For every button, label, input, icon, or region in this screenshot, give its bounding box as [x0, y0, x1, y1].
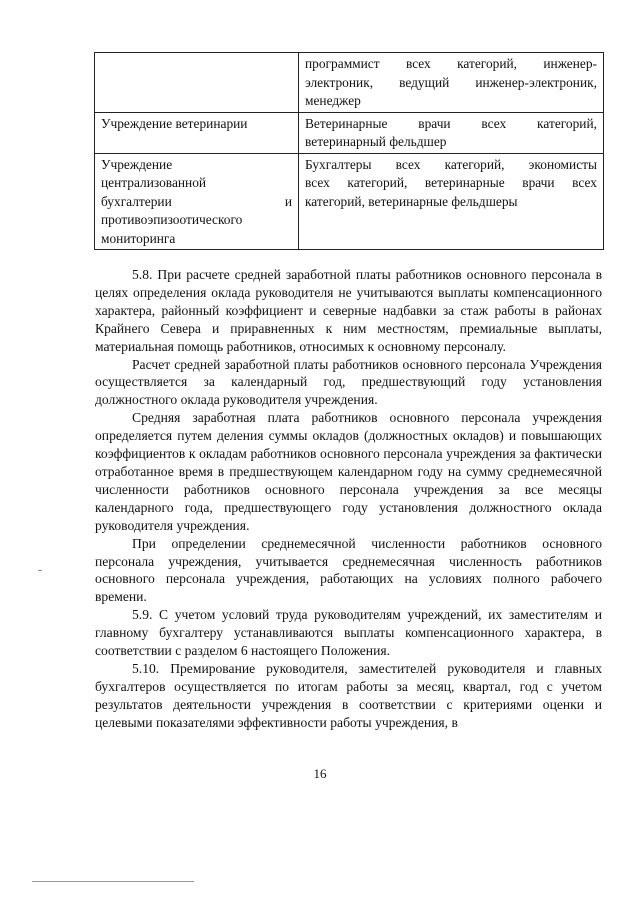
institution-line: централизованной	[101, 175, 207, 190]
positions-line: категорий, ветеринарные фельдшеры	[305, 193, 518, 209]
positions-line: всех категорий, ветеринарные врачи всех	[305, 175, 597, 190]
document-body	[95, 266, 602, 732]
margin-mark	[38, 570, 42, 571]
institution-line: Учреждение	[101, 156, 173, 172]
institution-cell	[95, 112, 299, 153]
institution-name: Учреждение ветеринарии	[101, 115, 248, 131]
positions-table	[94, 52, 604, 250]
positions-cell	[299, 53, 604, 113]
positions-line: ветеринарный фельдшер	[305, 134, 447, 149]
institution-cell	[95, 53, 299, 113]
institution-line: противоэпизоотического	[101, 212, 243, 227]
institution-line: бухгалтерии и	[101, 193, 292, 209]
table-row	[95, 53, 604, 113]
institution-cell	[95, 153, 299, 250]
paragraph-average-salary: Средняя заработная плата работников основного персонала учреждения определяется путем деления суммы окладов (должностных окладов) и повышающих коэффициентов к окладам работников основного персонала учреждения за фактически отработанное время в предшествующем календарном году на сумму среднемесячной численности работников основного персонала учреждения за все месяцы календарного года, предшествующего году установления должностного оклада руководителя учреждения.	[95, 410, 602, 533]
footer-divider	[32, 881, 194, 882]
positions-line: менеджер	[305, 93, 361, 108]
paragraph-5-8: 5.8. При расчете средней заработной платы работников основного персонала в целях определения оклада руководителя не учитываются выплаты компенсационного характера, районный коэффициент и северные надбавки за стаж работы в районах Крайнего Севера и приравненных к ним местностям, премиальные выплаты, материальная помощь работников, относимых к основному персоналу.	[95, 267, 602, 354]
table-row	[95, 153, 604, 250]
paragraph-headcount: При определении среднемесячной численности работников основного персонала учреждения, учитывается среднемесячная численность работников основного персонала учреждения, работающих на условиях полного рабочего времени.	[95, 535, 602, 605]
positions-line: программист всех категорий, инженер-	[305, 56, 597, 71]
institution-line: мониторинга	[101, 230, 176, 246]
positions-cell	[299, 153, 604, 250]
table-row	[95, 112, 604, 153]
paragraph-5-10: 5.10. Премирование руководителя, заместителей руководителя и главных бухгалтеров осуществляется по итогам работы за месяц, квартал, год с учетом результатов деятельности учреждения в соответствии с критериями оценки и целевыми показателями эффективности работы учреждения, в	[95, 660, 602, 730]
positions-cell	[299, 112, 604, 153]
positions-line: электроник, ведущий инженер-электроник,	[305, 74, 597, 90]
paragraph-salary-calculation: Расчет средней заработной платы работников основного персонала Учреждения осуществляется за календарный год, предшествующий году установления должностного оклада руководителя учреждения.	[95, 356, 602, 408]
positions-line: Бухгалтеры всех категорий, экономисты	[305, 156, 597, 172]
paragraph-5-9: 5.9. С учетом условий труда руководителям учреждений, их заместителям и главному бухгалтеру устанавливаются выплаты компенсационного характера, в соответствии с разделом 6 настоящего Положения.	[95, 607, 602, 659]
positions-line: Ветеринарные врачи всех категорий,	[305, 115, 597, 131]
page-number: 16	[313, 766, 327, 781]
